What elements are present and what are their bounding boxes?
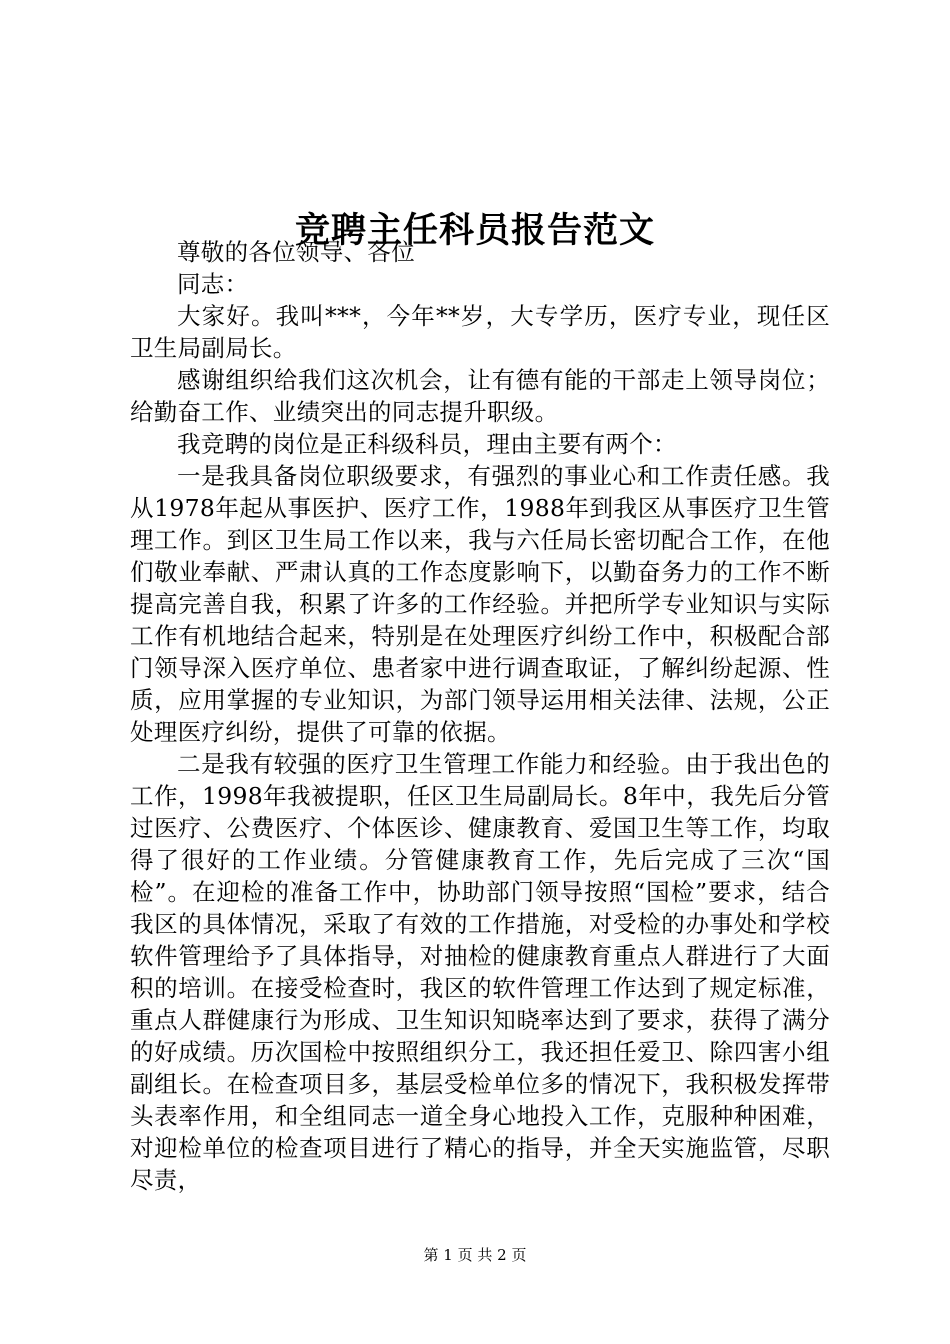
paragraph-thanks: 感谢组织给我们这次机会，让有德有能的干部走上领导岗位；给勤奋工作、业绩突出的同志提升职级。 — [130, 366, 830, 426]
document-title: 竞聘主任科员报告范文 — [294, 210, 655, 252]
paragraph-greeting: 尊敬的各位领导、各位 — [177, 238, 415, 266]
page-number-footer: 第 1 页 共 2 页 — [423, 1246, 527, 1264]
paragraph-reason-two: 二是我有较强的医疗卫生管理工作能力和经验。由于我出色的工作，1998年我被提职，任区卫生局副局长。8年中，我先后分管过医疗、公费医疗、个体医诊、健康教育、爱国卫生等工作，均取得了很好的工作业绩。分管健康教育工作，先后完成了三次“国检”。在迎检的准备工作中，协助部门领导按照“国检”要求，结合我区的具体情况，采取了有效的工作措施，对受检的办事处和学校软件管理给予了具体指导，对抽检的健康教育重点人群进行了大面积的培训。在接受检查时，我区的软件管理工作达到了规定标准，重点人群健康行为形成、卫生知识知晓率达到了要求，获得了满分的好成绩。历次国检中按照组织分工，我还担任爱卫、除四害小组副组长。在检查项目多，基层受检单位多的情况下，我积极发挥带头表率作用，和全组同志一道全身心地投入工作，克服种种困难，对迎检单位的检查项目进行了精心的指导，并全天实施监管，尽职尽责， — [130, 750, 830, 1194]
document-body — [130, 236, 830, 1196]
paragraph-greeting-cont: 同志： — [177, 270, 249, 298]
paragraph-reason-one: 一是我具备岗位职级要求，有强烈的事业心和工作责任感。我从1978年起从事医护、医疗工作，1988年到我区从事医疗卫生管理工作。到区卫生局工作以来，我与六任局长密切配合工作，在他们敬业奉献、严肃认真的工作态度影响下，以勤奋务力的工作不断提高完善自我，积累了许多的工作经验。并把所学专业知识与实际工作有机地结合起来，特别是在处理医疗纠纷工作中，积极配合部门领导深入医疗单位、患者家中进行调查取证，了解纠纷起源、性质，应用掌握的专业知识，为部门领导运用相关法律、法规，公正处理医疗纠纷，提供了可靠的依据。 — [130, 462, 830, 746]
paragraph-position: 我竞聘的岗位是正科级科员，理由主要有两个： — [177, 430, 677, 458]
paragraph-introduction: 大家好。我叫***，今年**岁，大专学历，医疗专业，现任区卫生局副局长。 — [130, 302, 830, 362]
